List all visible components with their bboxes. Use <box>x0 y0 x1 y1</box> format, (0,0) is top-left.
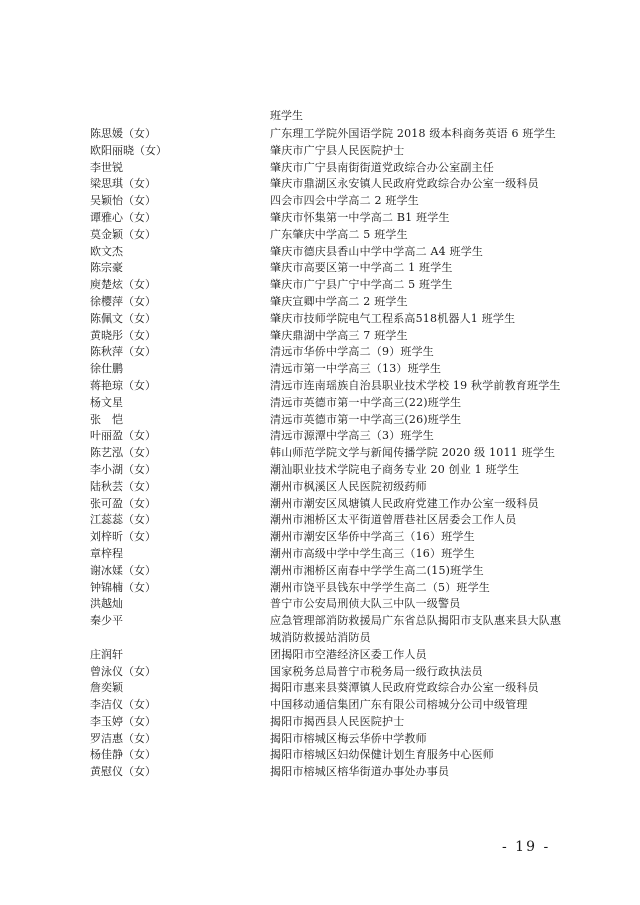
person-name: 欧文杰 <box>90 244 123 258</box>
person-name: 陈宗豪 <box>90 261 123 275</box>
person-affiliation: 潮州市潮安区凤塘镇人民政府党建工作办公室一级科员 <box>270 496 539 510</box>
roster-row <box>90 563 570 580</box>
roster-row <box>90 496 570 513</box>
person-name: 叶丽盈（女） <box>90 429 156 443</box>
person-affiliation: 肇庆市德庆县香山中学中学高二 A4 班学生 <box>270 244 484 258</box>
person-affiliation: 肇庆宣卿中学高二 2 班学生 <box>270 294 408 308</box>
roster-row <box>90 445 570 462</box>
person-affiliation: 广东肇庆中学高二 5 班学生 <box>270 227 408 241</box>
person-affiliation: 肇庆市广宁县广宁中学高二 5 班学生 <box>270 278 453 292</box>
roster-row <box>90 613 570 647</box>
roster-row <box>90 714 570 731</box>
person-affiliation: 国家税务总局普宁市税务局一级行政执法员 <box>270 664 483 678</box>
person-affiliation: 团揭阳市空港经济区委工作人员 <box>270 647 427 661</box>
person-name: 徐樱萍（女） <box>90 294 156 308</box>
person-affiliation: 肇庆市技师学院电气工程系高518机器人1 班学生 <box>270 311 516 325</box>
person-name: 杨佳静（女） <box>90 748 156 762</box>
roster-row <box>90 529 570 546</box>
roster-row <box>90 479 570 496</box>
person-name: 秦少平 <box>90 614 123 628</box>
person-affiliation: 潮州市饶平县钱东中学学生高二（5）班学生 <box>270 580 490 594</box>
person-affiliation: 韩山师范学院文学与新闻传播学院 2020 级 1011 班学生 <box>270 446 556 460</box>
person-name: 李洁仪（女） <box>90 698 156 712</box>
person-affiliation: 中国移动通信集团广东有限公司榕城分公司中级管理 <box>270 698 528 712</box>
person-affiliation: 潮州市湘桥区南春中学学生高二(15)班学生 <box>270 563 484 577</box>
person-name: 庄润轩 <box>90 647 123 661</box>
roster-row <box>90 378 570 395</box>
person-name: 张 恺 <box>90 412 123 426</box>
roster-row <box>90 412 570 429</box>
roster-row <box>90 697 570 714</box>
person-name: 张可盈（女） <box>90 496 156 510</box>
person-affiliation: 清远市英德市第一中学高三(22)班学生 <box>270 395 462 409</box>
person-name: 詹奕颖 <box>90 681 123 695</box>
person-affiliation: 肇庆市广宁县人民医院护士 <box>270 143 405 157</box>
roster-row <box>90 160 570 177</box>
person-name: 梁思琪（女） <box>90 177 156 191</box>
roster-row <box>90 328 570 345</box>
roster-row <box>90 260 570 277</box>
person-name: 吴颖怡（女） <box>90 194 156 208</box>
person-name: 黄晓彤（女） <box>90 328 156 342</box>
person-affiliation: 肇庆市鼎湖区永安镇人民政府党政综合办公室一级科员 <box>270 177 539 191</box>
roster-row <box>90 361 570 378</box>
page-number: - 19 - <box>502 839 551 855</box>
roster-row <box>90 344 570 361</box>
roster-row <box>90 210 570 227</box>
person-affiliation: 清远市源潭中学高三（3）班学生 <box>270 429 434 443</box>
roster-row <box>90 395 570 412</box>
person-name: 李玉婷（女） <box>90 714 156 728</box>
person-affiliation: 潮汕职业技术学院电子商务专业 20 创业 1 班学生 <box>270 462 520 476</box>
roster-row <box>90 294 570 311</box>
person-affiliation: 潮州市湘桥区太平街道曾厝巷社区居委会工作人员 <box>270 513 517 527</box>
continuation-text: 班学生 <box>270 109 303 122</box>
person-affiliation: 潮州市枫溪区人民医院初级药师 <box>270 479 427 493</box>
roster-row <box>90 512 570 529</box>
person-affiliation: 潮州市潮安区华侨中学高三（16）班学生 <box>270 530 475 544</box>
person-affiliation: 清远市华侨中学高二（9）班学生 <box>270 345 434 359</box>
person-name: 陈思媛（女） <box>90 127 156 140</box>
person-name: 李世锐 <box>90 160 123 174</box>
person-affiliation: 揭阳市揭西县人民医院护士 <box>270 714 405 728</box>
person-affiliation: 清远市第一中学高三（13）班学生 <box>270 362 442 376</box>
person-affiliation: 揭阳市榕城区榕华街道办事处办事员 <box>270 765 450 779</box>
person-affiliation: 潮州市高级中学中学生高三（16）班学生 <box>270 546 475 560</box>
person-affiliation: 揭阳市榕城区梅云华侨中学教师 <box>270 731 427 745</box>
roster-row <box>90 747 570 764</box>
person-name: 李小湖（女） <box>90 462 156 476</box>
roster-row <box>90 428 570 445</box>
roster-row <box>90 126 570 143</box>
roster-row <box>90 227 570 244</box>
roster-row <box>90 764 570 781</box>
person-name: 陆秋芸（女） <box>90 479 156 493</box>
person-name: 莫金颖（女） <box>90 227 156 241</box>
person-affiliation: 广东理工学院外国语学院 2018 级本科商务英语 6 班学生 <box>270 127 556 140</box>
person-affiliation: 普宁市公安局刑侦大队三中队一级警员 <box>270 597 461 611</box>
roster-row <box>90 647 570 664</box>
person-name: 刘梓昕（女） <box>90 530 156 544</box>
person-affiliation: 肇庆鼎湖中学高三 7 班学生 <box>270 328 408 342</box>
person-name: 陈佩文（女） <box>90 311 156 325</box>
person-name: 谢冰媃（女） <box>90 563 156 577</box>
person-affiliation: 揭阳市惠来县葵潭镇人民政府党政综合办公室一级科员 <box>270 681 539 695</box>
person-name: 陈秋萍（女） <box>90 345 156 359</box>
person-name: 徐仕鹏 <box>90 362 123 376</box>
person-name: 江蕊蕊（女） <box>90 513 156 527</box>
roster-row <box>90 731 570 748</box>
person-name: 罗洁惠（女） <box>90 731 156 745</box>
person-affiliation: 应急管理部消防救援局广东省总队揭阳市支队惠来县大队惠城消防救援站消防员 <box>270 614 562 644</box>
roster-row <box>90 143 570 160</box>
name-roster <box>90 126 570 781</box>
roster-row <box>90 462 570 479</box>
roster-row <box>90 311 570 328</box>
person-affiliation: 肇庆市广宁县南街街道党政综合办公室副主任 <box>270 160 494 174</box>
person-affiliation: 肇庆市怀集第一中学高二 B1 班学生 <box>270 210 450 224</box>
roster-row <box>90 546 570 563</box>
person-affiliation: 肇庆市高要区第一中学高二 1 班学生 <box>270 261 453 275</box>
roster-row <box>90 277 570 294</box>
person-affiliation: 清远市连南瑶族自治县职业技术学校 19 秋学前教育班学生 <box>270 378 561 392</box>
roster-row <box>90 193 570 210</box>
person-name: 洪越灿 <box>90 597 123 611</box>
person-name: 钟锦楠（女） <box>90 580 156 594</box>
person-affiliation: 四会市四会中学高二 2 班学生 <box>270 194 419 208</box>
person-name: 庾楚炫（女） <box>90 278 156 292</box>
person-name: 章梓程 <box>90 546 123 560</box>
roster-row <box>90 680 570 697</box>
person-name: 黄慰仪（女） <box>90 765 156 779</box>
roster-row <box>90 664 570 681</box>
roster-row <box>90 244 570 261</box>
person-name: 陈艺泓（女） <box>90 446 156 460</box>
roster-row <box>90 176 570 193</box>
person-name: 杨文星 <box>90 395 123 409</box>
person-name: 谭雅心（女） <box>90 210 156 224</box>
person-name: 欧阳丽晓（女） <box>90 143 167 157</box>
person-affiliation: 清远市英德市第一中学高三(26)班学生 <box>270 412 462 426</box>
roster-row <box>90 580 570 597</box>
roster-row <box>90 596 570 613</box>
person-name: 曾泳仪（女） <box>90 664 156 678</box>
person-affiliation: 揭阳市榕城区妇幼保健计划生育服务中心医师 <box>270 748 494 762</box>
person-name: 蒋艳琼（女） <box>90 378 156 392</box>
